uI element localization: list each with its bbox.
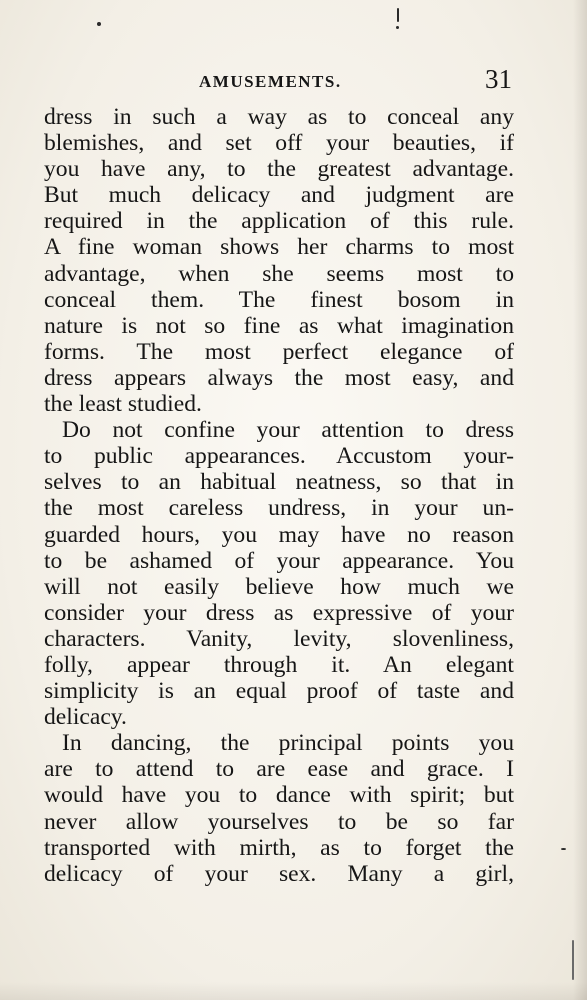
text-line: would have you to dance with spirit; but — [44, 782, 514, 809]
text-line: But much delicacy and judgment are — [44, 182, 514, 209]
text-line: are to attend to are ease and grace. I — [44, 756, 514, 783]
text-line: nature is not so fine as what imagination — [44, 312, 514, 339]
text-line: to public appearances. Accustom your- — [44, 443, 514, 470]
running-head: AMUSEMENTS. — [199, 72, 342, 91]
page-bottom-shadow — [0, 982, 587, 1000]
text-line: dress appears always the most easy, and — [44, 364, 514, 391]
text-line: will not easily believe how much we — [44, 573, 514, 600]
text-line: you have any, to the greatest advantage. — [44, 156, 514, 183]
text-line: folly, appear through it. An elegant — [44, 651, 514, 678]
text-line: delicacy. — [44, 704, 127, 731]
text-line: guarded hours, you may have no reason — [44, 521, 514, 548]
page-header — [44, 64, 512, 96]
text-line: required in the application of this rule. — [44, 208, 514, 235]
text-line: simplicity is an equal proof of taste and — [44, 678, 514, 705]
ink-speck — [396, 26, 399, 29]
text-line: advantage, when she seems most to — [44, 260, 514, 287]
text-line: the most careless undress, in your un- — [44, 495, 514, 522]
text-line: A fine woman shows her charms to most — [44, 234, 514, 261]
ink-speck — [561, 848, 566, 850]
text-line: delicacy of your sex. Many a girl, — [44, 860, 514, 887]
text-line: to be ashamed of your appearance. You — [44, 547, 514, 574]
text-line: the least studied. — [44, 391, 202, 418]
page-edge-shadow — [573, 0, 587, 1000]
text-line: characters. Vanity, levity, slovenliness, — [44, 625, 514, 652]
ink-speck — [397, 8, 399, 22]
ink-speck — [97, 22, 101, 26]
page-number: 31 — [485, 64, 512, 94]
text-line: dress in such a way as to conceal any — [44, 104, 514, 130]
text-line: transported with mirth, as to forget the — [44, 834, 514, 861]
text-line: blemishes, and set off your beauties, if — [44, 130, 514, 157]
text-line: never allow yourselves to be so far — [44, 808, 514, 835]
text-line: consider your dress as expressive of your — [44, 599, 514, 626]
text-line: selves to an habitual neatness, so that in — [44, 469, 514, 496]
text-line: In dancing, the principal points you — [62, 730, 514, 757]
body-text — [44, 104, 514, 887]
text-line: conceal them. The finest bosom in — [44, 286, 514, 313]
text-line: forms. The most perfect elegance of — [44, 338, 514, 365]
text-line: Do not confine your attention to dress — [62, 417, 514, 444]
